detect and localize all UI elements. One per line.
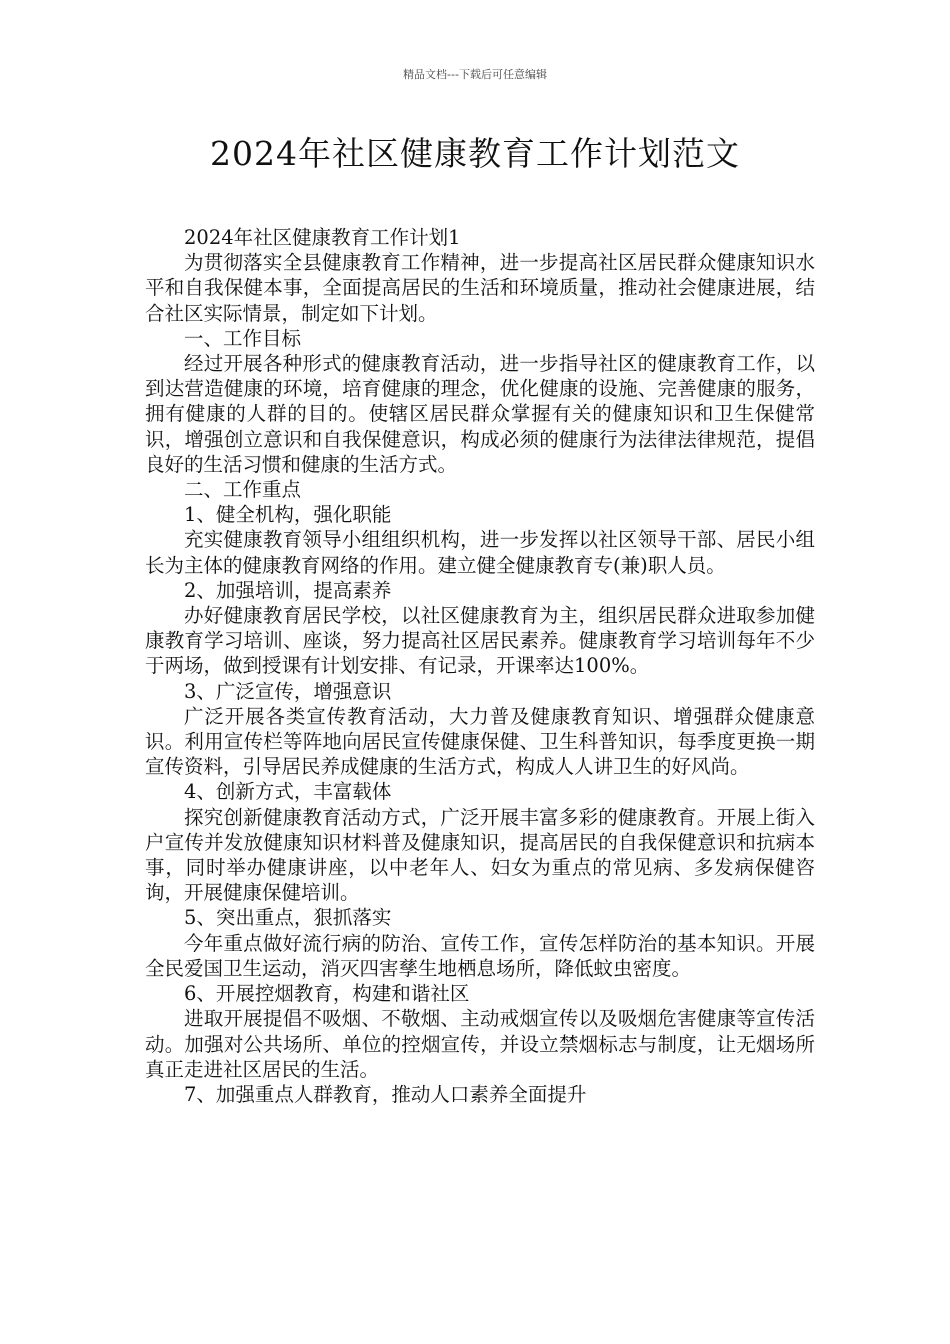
subsection-heading: 5、突出重点，狠抓落实: [184, 906, 392, 930]
paragraph: 经过开展各种形式的健康教育活动，进一步指导社区的健康教育工作，以到达营造健康的环境，培育健康的理念，优化健康的设施、完善健康的服务，拥有健康的人群的目的。使辖区居民群众掌握有关的健康知识和卫生保健常识，增强创立意识和自我保健意识，构成必须的健康行为法律法律规范，提倡良好的生活习惯和健康的生活方式。: [145, 352, 815, 476]
subsection-heading: 1、健全机构，强化职能: [184, 503, 392, 527]
paragraph: 2024年社区健康教育工作计划1: [184, 226, 461, 249]
paragraph: 进取开展提倡不吸烟、不敬烟、主动戒烟宣传以及吸烟危害健康等宣传活动。加强对公共场所、单位的控烟宣传，并设立禁烟标志与制度，让无烟场所真正走进社区居民的生活。: [145, 1007, 815, 1081]
paragraph: 探究创新健康教育活动方式，广泛开展丰富多彩的健康教育。开展上街入户宣传并发放健康知识材料普及健康知识，提高居民的自我保健意识和抗病本事，同时举办健康讲座，以中老年人、妇女为重点的常见病、多发病保健咨询，开展健康保健培训。: [145, 805, 815, 905]
document-title: 2024年社区健康教育工作计划范文: [210, 134, 740, 173]
paragraph: 为贯彻落实全县健康教育工作精神，进一步提高社区居民群众健康知识水平和自我保健本事，全面提高居民的生活和环境质量，推动社会健康进展，结合社区实际情景，制定如下计划。: [145, 251, 815, 325]
header-note: 精品文档---下载后可任意编辑: [403, 68, 547, 81]
subsection-heading: 4、创新方式，丰富载体: [184, 780, 392, 804]
section-heading: 二、工作重点: [184, 478, 302, 502]
document-body: [145, 225, 815, 1107]
paragraph: 今年重点做好流行病的防治、宣传工作，宣传怎样防治的基本知识。开展全民爱国卫生运动，消灭四害孳生地栖息场所，降低蚊虫密度。: [145, 931, 815, 980]
subsection-heading: 2、加强培训，提高素养: [184, 578, 392, 602]
paragraph: 充实健康教育领导小组组织机构，进一步发挥以社区领导干部、居民小组长为主体的健康教育网络的作用。建立健全健康教育专(兼)职人员。: [145, 528, 815, 577]
paragraph: 广泛开展各类宣传教育活动，大力普及健康教育知识、增强群众健康意识。利用宣传栏等阵地向居民宣传健康保健、卫生科普知识，每季度更换一期宣传资料，引导居民养成健康的生活方式，构成人人讲卫生的好风尚。: [145, 704, 815, 779]
subsection-heading: 6、开展控烟教育，构建和谐社区: [184, 982, 470, 1006]
paragraph: 办好健康教育居民学校，以社区健康教育为主，组织居民群众进取参加健康教育学习培训、座谈，努力提高社区居民素养。健康教育学习培训每年不少于两场，做到授课有计划安排、有记录，开课率达100%。: [145, 604, 815, 678]
subsection-heading: 7、加强重点人群教育，推动人口素养全面提升: [184, 1082, 587, 1106]
subsection-heading: 3、广泛宣传，增强意识: [184, 679, 392, 703]
section-heading: 一、工作目标: [184, 326, 302, 350]
